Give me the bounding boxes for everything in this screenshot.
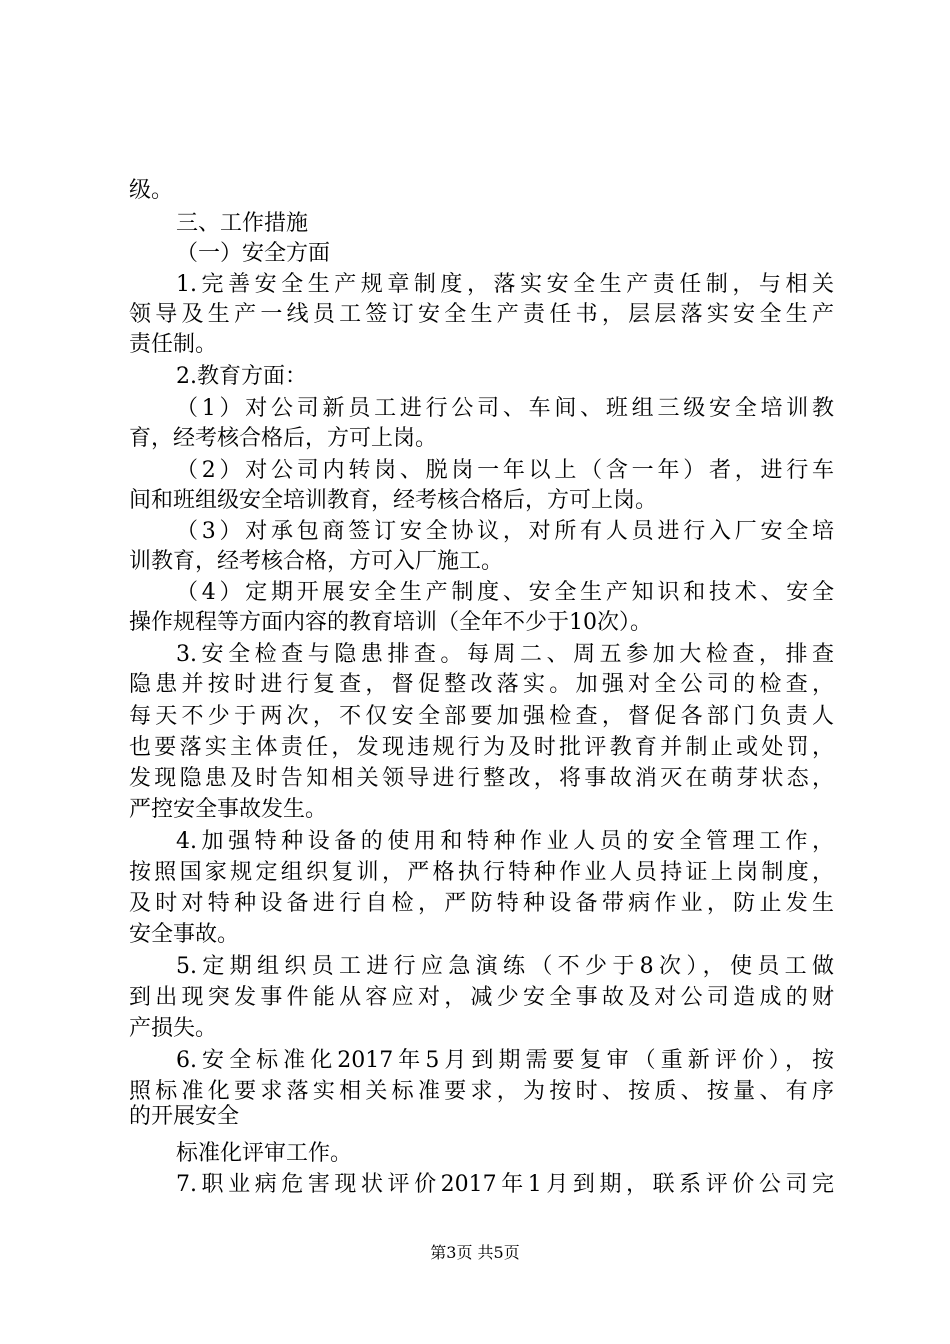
text-line: 照标准化要求落实相关标准要求，为按时、按质、按量、有序: [129, 1079, 834, 1104]
text-line: 育，经考核合格后，方可上岗。: [129, 426, 438, 451]
text-line: （4）定期开展安全生产制度、安全生产知识和技术、安全: [176, 580, 834, 605]
text-line: 3.安全检查与隐患排查。每周二、周五参加大检查，排查: [176, 642, 834, 667]
text-line: 严控安全事故发生。: [129, 797, 328, 822]
text-line: 责任制。: [129, 332, 218, 357]
section-heading: 三、工作措施: [176, 211, 309, 236]
text-line: 发现隐患及时告知相关领导进行整改，将事故消灭在萌芽状态，: [129, 766, 834, 791]
text-line: 级。: [129, 178, 174, 203]
subsection-heading: （一）安全方面: [176, 241, 331, 266]
text-line: 操作规程等方面内容的教育培训（全年不少于10次）。: [129, 610, 652, 635]
text-line: （2）对公司内转岗、脱岗一年以上（含一年）者，进行车: [176, 458, 834, 483]
text-line: 也要落实主体责任，发现违规行为及时批评教育并制止或处罚，: [129, 735, 834, 760]
text-line: 2.教育方面：: [176, 364, 307, 389]
text-line: 训教育，经考核合格，方可入厂施工。: [129, 549, 504, 574]
text-line: 按照国家规定组织复训，严格执行特种作业人员持证上岗制度，: [129, 860, 834, 885]
text-line: 4.加强特种设备的使用和特种作业人员的安全管理工作，: [176, 829, 834, 854]
text-line: 安全事故。: [129, 922, 240, 947]
text-line: 间和班组级安全培训教育，经考核合格后，方可上岗。: [129, 488, 658, 513]
text-line: 7.职业病危害现状评价2017年1月到期，联系评价公司完: [176, 1172, 834, 1197]
text-line: 5.定期组织员工进行应急演练（不少于8次），使员工做: [176, 954, 834, 979]
text-line: 产损失。: [129, 1016, 218, 1041]
text-line: （1）对公司新员工进行公司、车间、班组三级安全培训教: [176, 396, 834, 421]
text-line: 标准化评审工作。: [176, 1141, 353, 1166]
text-line: （3）对承包商签订安全协议，对所有人员进行入厂安全培: [176, 519, 834, 544]
text-line: 6.安全标准化2017年5月到期需要复审（重新评价），按: [176, 1048, 834, 1073]
page-number-footer: 第3页 共5页: [430, 1243, 520, 1262]
text-line: 的开展安全: [129, 1104, 240, 1129]
text-line: 1.完善安全生产规章制度，落实安全生产责任制，与相关: [176, 272, 834, 297]
text-line: 及时对特种设备进行自检，严防特种设备带病作业，防止发生: [129, 891, 834, 916]
text-line: 到出现突发事件能从容应对，减少安全事故及对公司造成的财: [129, 985, 834, 1010]
text-line: 隐患并按时进行复查，督促整改落实。加强对全公司的检查，: [129, 672, 834, 697]
text-line: 每天不少于两次，不仅安全部要加强检查，督促各部门负责人: [129, 704, 834, 729]
text-line: 领导及生产一线员工签订安全生产责任书，层层落实安全生产: [129, 302, 834, 327]
